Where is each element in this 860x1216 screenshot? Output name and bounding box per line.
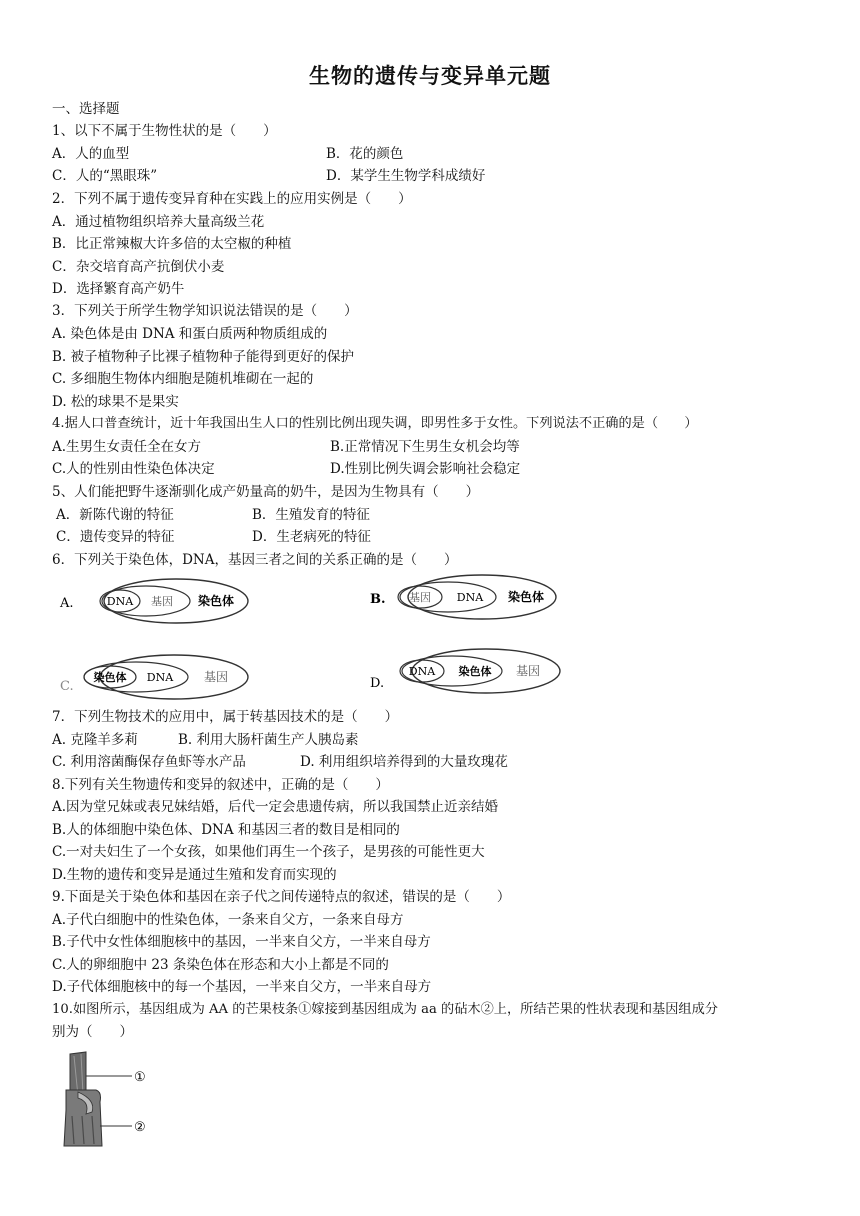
question-2-option-d: D．选择繁育高产奶牛	[52, 281, 185, 297]
question-7-option-c: C. 利用溶菌酶保存鱼虾等水产品	[52, 754, 246, 770]
question-6-diagram-b	[368, 570, 568, 624]
question-3-option-d: D. 松的球果不是果实	[52, 394, 179, 410]
question-4-option-c: C.人的性别由性染色体决定	[52, 461, 215, 477]
diagram-c-outer-text: 基因	[203, 670, 229, 684]
diagram-d-inner-text: DNA	[408, 665, 436, 678]
diagram-a-outer-text: 染色体	[197, 594, 235, 608]
diagram-a-middle-text: 基因	[151, 595, 173, 608]
question-8-option-a: A.因为堂兄妹或表兄妹结婚，后代一定会患遗传病，所以我国禁止近亲结婚	[52, 799, 499, 815]
diagram-c-label: C.	[60, 679, 74, 694]
diagram-d-middle-text: 染色体	[458, 665, 492, 678]
question-8-option-b: B.人的体细胞中染色体、DNA 和基因三者的数目是相同的	[52, 822, 400, 838]
question-8-option-c: C.一对夫妇生了一个女孩，如果他们再生一个孩子，是男孩的可能性更大	[52, 844, 485, 860]
question-3-stem: 3．下列关于所学生物学知识说法错误的是（ ）	[52, 303, 358, 319]
question-1-stem: 1、以下不属于生物性状的是（ ）	[52, 123, 277, 139]
question-1-option-d: D．某学生生物学科成绩好	[326, 168, 486, 184]
question-9-option-c: C.人的卵细胞中 23 条染色体在形态和大小上都是不同的	[52, 957, 389, 973]
question-3-option-b: B. 被子植物种子比裸子植物种子能得到更好的保护	[52, 349, 355, 365]
diagram-b-outer-text: 染色体	[507, 590, 545, 604]
question-9-stem: 9.下面是关于染色体和基因在亲子代之间传递特点的叙述，错误的是（ ）	[52, 889, 511, 905]
question-5-option-c: C．遗传变异的特征	[56, 529, 175, 545]
question-10-stem-line-1: 10.如图所示，基因组成为 AA 的芒果枝条①嫁接到基因组成为 aa 的砧木②上，所结芒果的性状表现和基因组成分	[52, 1002, 718, 1017]
question-1-option-c: C．人的“黑眼珠”	[52, 168, 158, 184]
figure-label-2: ②	[134, 1120, 146, 1135]
question-6-diagram-d	[368, 644, 568, 698]
question-2-stem: 2．下列不属于遗传变异育种在实践上的应用实例是（ ）	[52, 191, 412, 207]
diagram-a-label: A.	[60, 596, 74, 611]
question-1-option-a: A．人的血型	[52, 146, 130, 162]
figure-label-1: ①	[134, 1070, 146, 1085]
diagram-d-outer-text: 基因	[515, 664, 541, 678]
diagram-a-inner-text: DNA	[106, 595, 134, 608]
question-4-option-d: D.性别比例失调会影响社会稳定	[330, 461, 521, 477]
question-9-option-a: A.子代白细胞中的性染色体，一条来自父方，一条来自母方	[52, 912, 404, 928]
diagram-b-middle-text: DNA	[456, 591, 484, 604]
question-4-option-b: B.正常情况下生男生女机会均等	[330, 439, 520, 455]
question-2-option-c: C．杂交培育高产抗倒伏小麦	[52, 259, 225, 275]
question-4-stem: 4.据人口普查统计，近十年我国出生人口的性别比例出现失调，即男性多于女性。下列说法不正确的是（ ）	[52, 416, 698, 431]
section-heading: 一、选择题	[52, 101, 120, 117]
question-5-stem: 5、人们能把野牛逐渐驯化成产奶量高的奶牛，是因为生物具有（ ）	[52, 484, 480, 500]
diagram-c-inner-text: 染色体	[93, 671, 127, 684]
question-7-stem: 7．下列生物技术的应用中，属于转基因技术的是（ ）	[52, 709, 399, 725]
question-10-grafting-figure	[56, 1050, 166, 1150]
question-3-option-a: A. 染色体是由 DNA 和蛋白质两种物质组成的	[52, 326, 328, 342]
question-5-option-b: B．生殖发育的特征	[252, 507, 370, 523]
question-9-option-b: B.子代中女性体细胞核中的基因，一半来自父方，一半来自母方	[52, 934, 431, 950]
question-9-option-d: D.子代体细胞核中的每一个基因，一半来自父方，一半来自母方	[52, 979, 432, 995]
question-8-stem: 8.下列有关生物遗传和变异的叙述中，正确的是（ ）	[52, 777, 389, 793]
question-10-stem-line-2: 别为（ ）	[52, 1024, 133, 1040]
diagram-d-label: D.	[370, 676, 385, 691]
question-6-stem: 6．下列关于染色体，DNA，基因三者之间的关系正确的是（ ）	[52, 552, 458, 568]
question-7-option-d: D. 利用组织培养得到的大量玫瑰花	[300, 754, 508, 770]
question-4-option-a: A.生男生女责任全在女方	[52, 439, 202, 455]
question-3-option-c: C. 多细胞生物体内细胞是随机堆砌在一起的	[52, 371, 314, 387]
question-1-option-b: B．花的颜色	[326, 146, 404, 162]
page-title: 生物的遗传与变异单元题	[309, 63, 551, 88]
question-2-option-b: B．比正常辣椒大许多倍的太空椒的种植	[52, 236, 292, 252]
question-7-option-b: B. 利用大肠杆菌生产人胰岛素	[178, 732, 359, 748]
diagram-b-inner-text: 基因	[409, 591, 431, 604]
question-5-option-a: A．新陈代谢的特征	[56, 507, 174, 523]
question-8-option-d: D.生物的遗传和变异是通过生殖和发育而实现的	[52, 867, 337, 883]
question-6-diagram-a	[58, 574, 258, 628]
question-2-option-a: A．通过植物组织培养大量高级兰花	[52, 214, 265, 230]
question-6-diagram-c	[58, 650, 258, 704]
question-5-option-d: D．生老病死的特征	[252, 529, 371, 545]
question-7-option-a: A. 克隆羊多莉	[52, 732, 138, 748]
diagram-c-middle-text: DNA	[146, 671, 174, 684]
diagram-b-label: B.	[370, 592, 386, 607]
